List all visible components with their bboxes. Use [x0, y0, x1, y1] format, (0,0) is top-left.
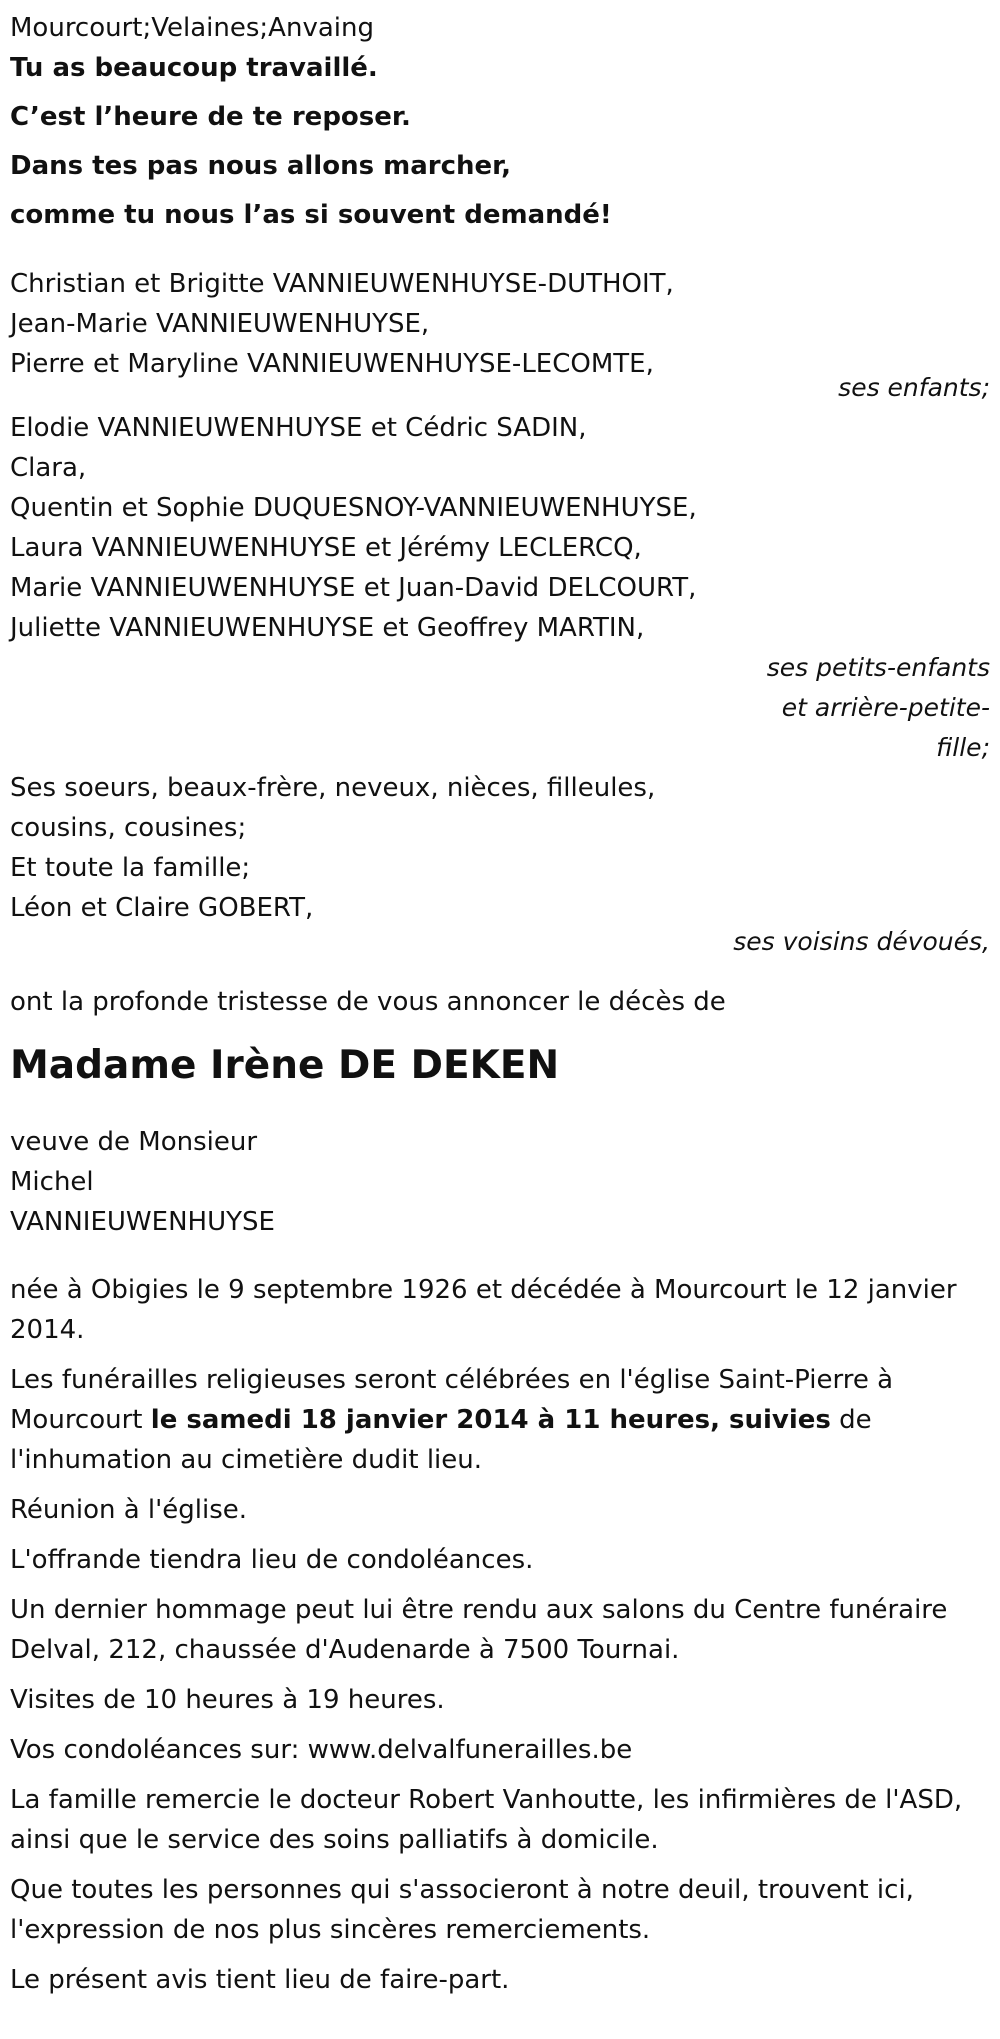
funeral-paragraph — [10, 1360, 990, 1480]
grandchild-line: Elodie VANNIEUWENHUYSE et Cédric SADIN, — [10, 413, 587, 443]
child-line: Christian et Brigitte VANNIEUWENHUYSE-DUTHOIT, — [10, 269, 674, 299]
family-block — [10, 768, 990, 962]
child-line: Pierre et Maryline VANNIEUWENHUYSE-LECOMTE, — [10, 349, 654, 379]
visites-line: Visites de 10 heures à 19 heures. — [10, 1685, 445, 1715]
family-line: Léon et Claire GOBERT, — [10, 893, 314, 923]
funeral-continuation: de — [839, 1405, 872, 1435]
widow-line: Michel — [10, 1167, 94, 1197]
birth-death-line: 2014. — [10, 1315, 85, 1345]
deuil-line: l'expression de nos plus sincères remerciements. — [10, 1915, 651, 1945]
family-line: cousins, cousines; — [10, 813, 247, 843]
grandchildren-role: ses petits-enfants — [766, 653, 990, 682]
grandchild-line: Laura VANNIEUWENHUYSE et Jérémy LECLERCQ, — [10, 533, 642, 563]
announcement-line: ont la profonde tristesse de vous annoncer le décès de — [10, 987, 726, 1017]
thanks-line: La famille remercie le docteur Robert Vanhoutte, les infirmières de l'ASD, — [10, 1785, 963, 1815]
condoleances-line: Vos condoléances sur: www.delvalfunerailles.be — [10, 1735, 633, 1765]
deceased-name: Madame Irène DE DEKEN — [10, 1043, 560, 1088]
verse-line: Dans tes pas nous allons marcher, — [10, 151, 512, 181]
family-role: ses voisins dévoués, — [733, 927, 990, 956]
grandchildren-role: fille; — [936, 733, 990, 762]
funeral-line: l'inhumation au cimetière dudit lieu. — [10, 1445, 483, 1475]
details-block — [10, 1270, 990, 2000]
widow-line: veuve de Monsieur — [10, 1127, 258, 1157]
family-line: Ses soeurs, beaux-frère, neveux, nièces, filleules, — [10, 773, 656, 803]
birth-death-line: née à Obigies le 9 septembre 1926 et décédée à Mourcourt le 12 janvier — [10, 1275, 957, 1305]
funeral-place: Mourcourt — [10, 1405, 143, 1435]
deuil-paragraph — [10, 1870, 990, 1950]
verse-block — [10, 48, 990, 235]
faire-part-line: Le présent avis tient lieu de faire-part. — [10, 1965, 510, 1995]
grandchild-line: Clara, — [10, 453, 87, 483]
funeral-line: Les funérailles religieuses seront célébrées en l'église Saint-Pierre à — [10, 1365, 894, 1395]
birth-death-paragraph — [10, 1270, 990, 1350]
thanks-line: ainsi que le service des soins palliatifs à domicile. — [10, 1825, 659, 1855]
hommage-line: Un dernier hommage peut lui être rendu aux salons du Centre funéraire — [10, 1595, 948, 1625]
hommage-line: Delval, 212, chaussée d'Audenarde à 7500 Tournai. — [10, 1635, 680, 1665]
funeral-line — [10, 1400, 990, 1440]
grandchild-line: Juliette VANNIEUWENHUYSE et Geoffrey MARTIN, — [10, 613, 645, 643]
deuil-line: Que toutes les personnes qui s'associeront à notre deuil, trouvent ici, — [10, 1875, 914, 1905]
widow-block — [10, 1122, 990, 1242]
children-role: ses enfants; — [838, 373, 990, 402]
grandchildren-role: et arrière-petite- — [781, 693, 990, 722]
verse-line: C’est l’heure de te reposer. — [10, 102, 411, 132]
child-line: Jean-Marie VANNIEUWENHUYSE, — [10, 309, 430, 339]
grandchild-line: Quentin et Sophie DUQUESNOY-VANNIEUWENHUYSE, — [10, 493, 697, 523]
hommage-paragraph — [10, 1590, 990, 1670]
funeral-date-time: le samedi 18 janvier 2014 à 11 heures, suivies — [150, 1405, 831, 1435]
reunion-line: Réunion à l'église. — [10, 1495, 248, 1525]
thanks-paragraph — [10, 1780, 990, 1860]
verse-line: comme tu nous l’as si souvent demandé! — [10, 200, 612, 230]
widow-line: VANNIEUWENHUYSE — [10, 1207, 275, 1237]
grandchild-line: Marie VANNIEUWENHUYSE et Juan-David DELCOURT, — [10, 573, 697, 603]
places-header: Mourcourt;Velaines;Anvaing — [10, 13, 374, 43]
family-line: Et toute la famille; — [10, 853, 251, 883]
obituary-notice — [10, 8, 990, 2010]
grandchildren-block — [10, 408, 990, 768]
offrande-line: L'offrande tiendra lieu de condoléances. — [10, 1545, 534, 1575]
children-block — [10, 264, 990, 408]
verse-line: Tu as beaucoup travaillé. — [10, 53, 378, 83]
